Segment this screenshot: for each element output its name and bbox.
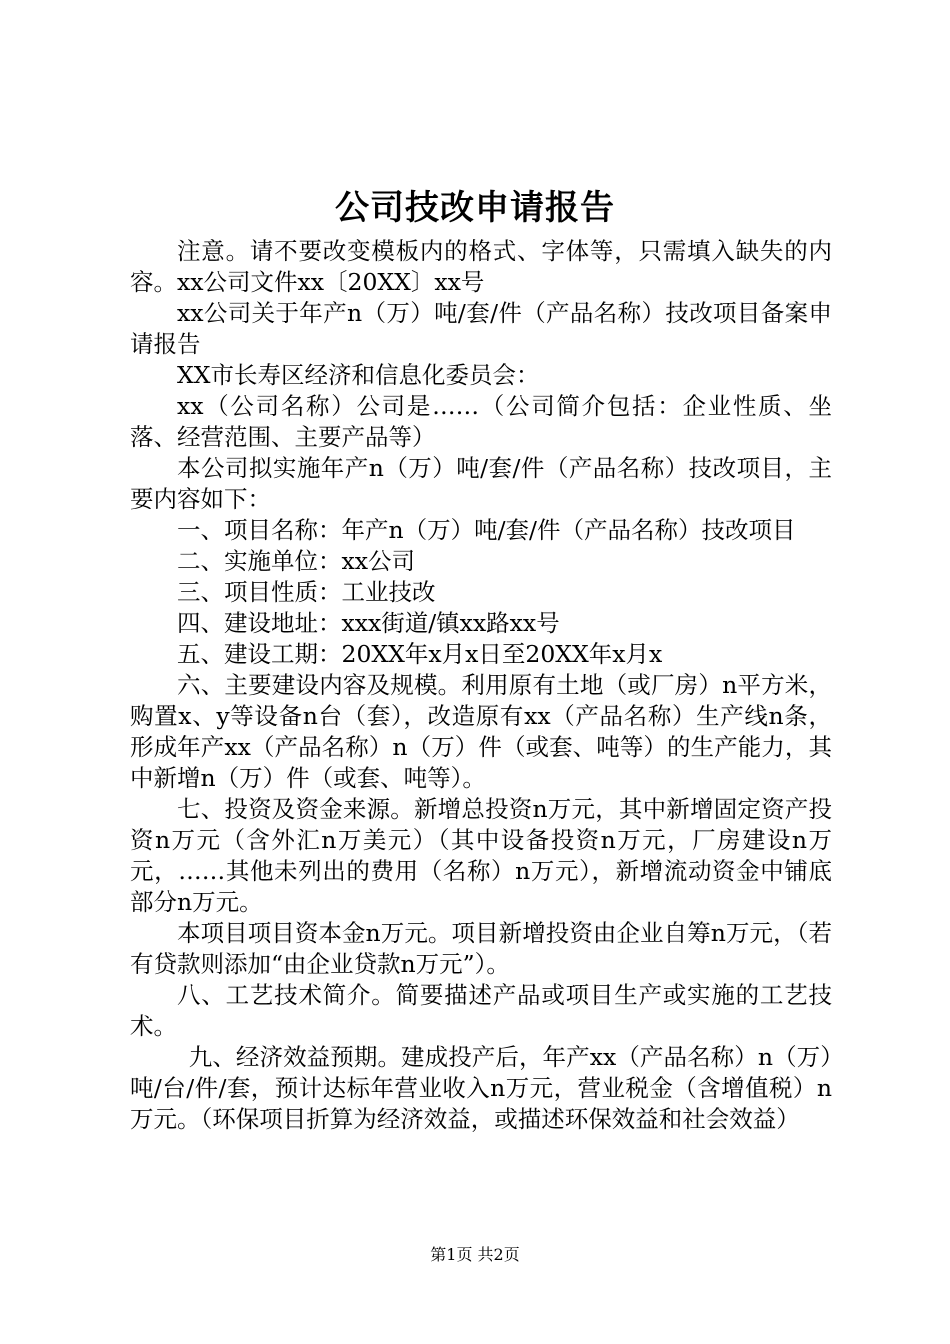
paragraph-addressee: XX市长寿区经济和信息化委员会： (177, 361, 540, 389)
paragraph-economic-benefit: 九、经济效益预期。建成投产后，年产xx（产品名称）n（万）吨/台/件/套，预计达标年营业收入n万元，营业税金（含增值税）n万元。（环保项目折算为经济效益，或描述环保效益和社会效益） (130, 1043, 832, 1133)
document-title: 公司技改申请报告 (335, 188, 615, 228)
paragraph-construction-scope: 六、主要建设内容及规模。利用原有土地（或厂房）n平方米，购置x、y等设备n台（套），改造原有xx（产品名称）生产线n条，形成年产xx（产品名称）n（万）件（或套、吨等）的生产能力，其中新增n（万）件（或套、吨等）。 (130, 671, 832, 792)
paragraph-investment: 七、投资及资金来源。新增总投资n万元，其中新增固定资产投资n万元（含外汇n万美元）（其中设备投资n万元，厂房建设n万元，……其他未列出的费用（名称）n万元），新增流动资金中铺底部分n万元。 (130, 795, 832, 916)
paragraph-schedule: 五、建设工期：20XX年x月x日至20XX年x月x (177, 640, 663, 668)
paragraph-company-intro: xx（公司名称）公司是……（公司简介包括：企业性质、坐落、经营范围、主要产品等） (130, 392, 832, 451)
paragraph-notice: 注意。请不要改变模板内的格式、字体等，只需填入缺失的内容。xx公司文件xx〔20XX〕xx号 (130, 237, 832, 296)
paragraph-project-intro: 本公司拟实施年产n（万）吨/套/件（产品名称）技改项目，主要内容如下： (130, 454, 832, 513)
paragraph-capital: 本项目项目资本金n万元。项目新增投资由企业自筹n万元，（若有贷款则添加“由企业贷款n万元”）。 (130, 919, 832, 978)
page-footer: 第1页 共2页 (430, 1245, 520, 1264)
paragraph-technology: 八、工艺技术简介。简要描述产品或项目生产或实施的工艺技术。 (130, 981, 832, 1040)
paragraph-project-name: 一、项目名称：年产n（万）吨/套/件（产品名称）技改项目 (177, 516, 796, 544)
paragraph-report-heading: xx公司关于年产n（万）吨/套/件（产品名称）技改项目备案申请报告 (130, 299, 832, 358)
paragraph-project-nature: 三、项目性质：工业技改 (177, 578, 436, 606)
paragraph-address: 四、建设地址：xxx街道/镇xx路xx号 (177, 609, 560, 637)
paragraph-implementer: 二、实施单位：xx公司 (177, 547, 416, 575)
document-body (130, 236, 832, 1135)
